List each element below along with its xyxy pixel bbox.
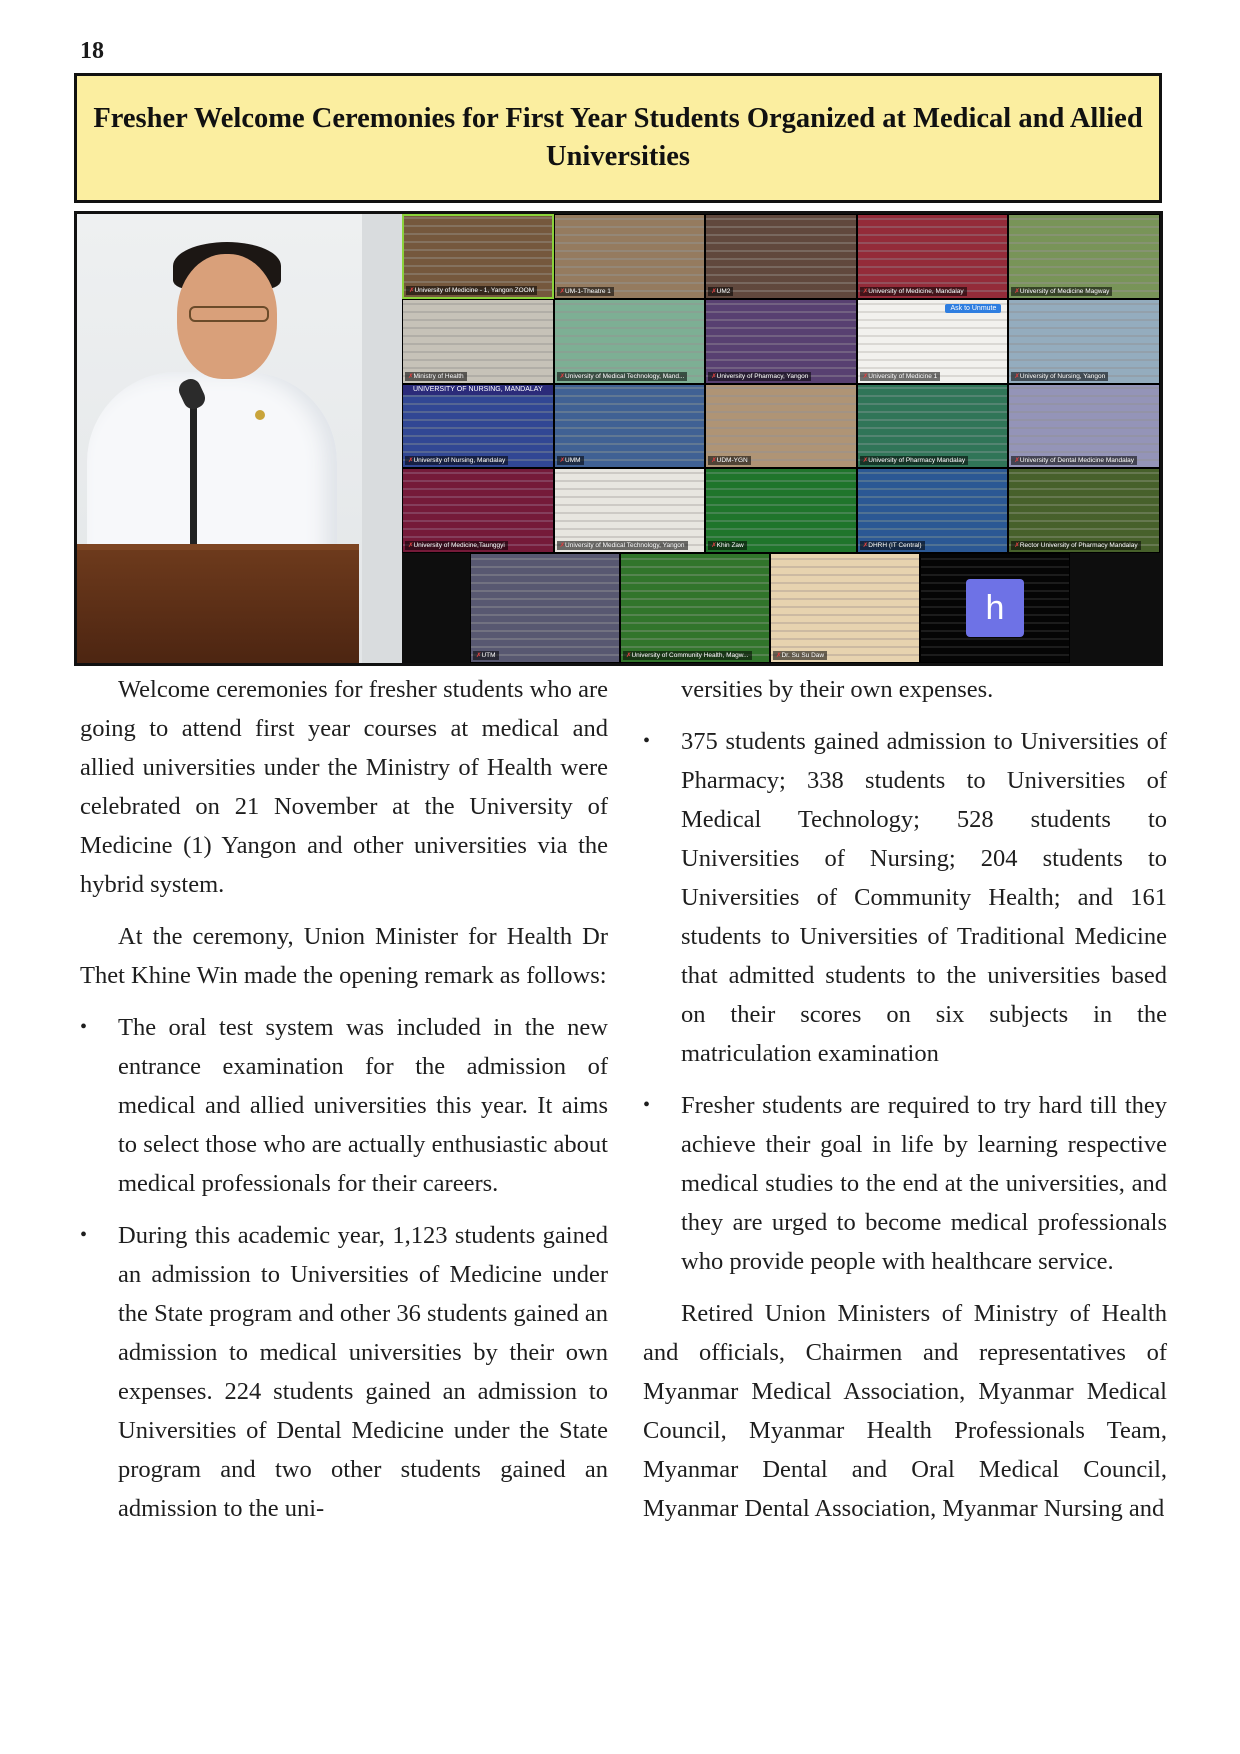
video-tile: [705, 299, 857, 384]
video-tile: [857, 214, 1009, 299]
right-bullet-list: [643, 722, 1167, 1281]
intro-paragraph: Welcome ceremonies for fresher students who are going to attend first year courses at medical and allied universities under the Ministry of Health were celebrated on 21 November at the University of Medicine (1) Yangon and other universities via the hybrid system.: [80, 676, 608, 898]
tile-caption: ✗ University of Nursing, Mandalay: [405, 456, 508, 465]
ask-to-unmute-button: Ask to Unmute: [945, 304, 1001, 313]
video-tile: [857, 384, 1009, 469]
video-conference-grid: [402, 214, 1160, 663]
list-item: • 375 students gained admission to Universities of Pharmacy; 338 students to Universities of Medical Technology; 528 students to Universities of Nursing; 204 students to Universities of Community Health; and 161 students to Universities of Traditional Medicine that admitted students to the universities based on their scores on six subjects in the matriculation examination: [643, 722, 1167, 1073]
tile-caption: ✗ UM2: [708, 287, 733, 296]
video-tile: [620, 553, 770, 663]
continuation-text: versities by their own expenses.: [681, 676, 994, 703]
video-tile: [402, 214, 554, 299]
bullet-icon: •: [643, 1094, 651, 1116]
left-bullet-list: [80, 1008, 608, 1528]
tile-caption: ✗ University of Community Health, Magw...: [623, 651, 752, 660]
video-tile: [1008, 384, 1160, 469]
tile-caption: ✗ University of Medicine Magway: [1011, 287, 1112, 296]
video-tile: [402, 299, 554, 384]
microphone-icon: [190, 394, 197, 544]
video-tile: [920, 553, 1070, 663]
speaker-photo: [77, 214, 402, 663]
right-column: [643, 670, 1167, 1541]
remark-paragraph: At the ceremony, Union Minister for Health Dr Thet Khine Win made the opening remark as follows:: [80, 923, 608, 989]
tile-caption: ✗ Ministry of Health: [405, 372, 467, 381]
left-column: [80, 670, 608, 1541]
video-tile: [705, 468, 857, 553]
tile-caption: ✗ UDM-YGN: [708, 456, 751, 465]
bullet-icon: •: [80, 1224, 88, 1246]
video-tile: [470, 553, 620, 663]
tile-caption: ✗ University of Pharmacy Mandalay: [860, 456, 968, 465]
tile-caption: ✗ UMM: [557, 456, 584, 465]
podium: [77, 544, 359, 663]
tile-caption: ✗ Dr. Su Su Daw: [773, 651, 827, 660]
tile-caption: ✗ University of Dental Medicine Mandalay: [1011, 456, 1137, 465]
tile-caption: ✗ University of Medicine, Mandalay: [860, 287, 967, 296]
tile-caption: ✗ UM-1-Theatre 1: [557, 287, 614, 296]
list-item: • During this academic year, 1,123 students gained an admission to Universities of Medicine under the State program and other 36 students gained an admission to medical universities by their own expenses. 224 students gained an admission to Universities of Dental Medicine under the State program and two other students gained an admission to the uni-: [80, 1216, 608, 1528]
bullet-icon: •: [643, 730, 651, 752]
video-tile: [402, 468, 554, 553]
tile-caption: ✗ UTM: [473, 651, 499, 660]
video-tile: [554, 214, 706, 299]
video-tile: [1008, 468, 1160, 553]
tile-caption: ✗ Rector University of Pharmacy Mandalay: [1011, 541, 1140, 550]
ceremony-photo-collage: [74, 211, 1163, 666]
video-tile: [857, 468, 1009, 553]
article-title-box: [74, 73, 1162, 203]
page-number: 18: [80, 38, 104, 64]
bullet-icon: •: [80, 1016, 88, 1038]
video-tile: [857, 299, 1009, 384]
video-tile: [402, 384, 554, 469]
tile-caption: ✗ University of Medical Technology, Yangon: [557, 541, 688, 550]
video-tile: [705, 384, 857, 469]
video-tile: [554, 468, 706, 553]
tile-banner: UNIVERSITY OF NURSING, MANDALAY: [403, 385, 553, 395]
video-tile: [554, 384, 706, 469]
tile-caption: ✗ University of Medicine,Taunggyi: [405, 541, 508, 550]
tile-caption: ✗ University of Medicine - 1, Yangon ZOOM: [406, 286, 537, 295]
video-tile: [1008, 214, 1160, 299]
video-tile: [554, 299, 706, 384]
article-title: Fresher Welcome Ceremonies for First Year Students Organized at Medical and Allied Universities: [93, 103, 1143, 172]
list-item: • The oral test system was included in the new entrance examination for the admission of medical and allied universities this year. It aims to select those who are actually enthusiastic about medical professionals for their careers.: [80, 1008, 608, 1203]
list-item: • Fresher students are required to try hard till they achieve their goal in life by learning respective medical studies to the end at the universities, and they are urged to become medical professionals who provide people with healthcare service.: [643, 1086, 1167, 1281]
tile-caption: ✗ Khin Zaw: [708, 541, 747, 550]
tile-caption: ✗ University of Nursing, Yangon: [1011, 372, 1108, 381]
tile-caption: ✗ University of Medical Technology, Mand...: [557, 372, 688, 381]
video-tile: [770, 553, 920, 663]
video-tile: [705, 214, 857, 299]
tile-caption: ✗ DHRH (IT Central): [860, 541, 925, 550]
video-tile: [1008, 299, 1160, 384]
tile-caption: ✗ University of Medicine 1: [860, 372, 940, 381]
tile-caption: ✗ University of Pharmacy, Yangon: [708, 372, 811, 381]
closing-paragraph: Retired Union Ministers of Ministry of Health and officials, Chairmen and representatives of Myanmar Medical Association, Myanmar Medical Council, Myanmar Health Professionals Team, Myanmar Dental and Oral Medical Council, Myanmar Dental Association, Myanmar Nursing and: [643, 1300, 1167, 1522]
avatar: h: [966, 579, 1024, 637]
